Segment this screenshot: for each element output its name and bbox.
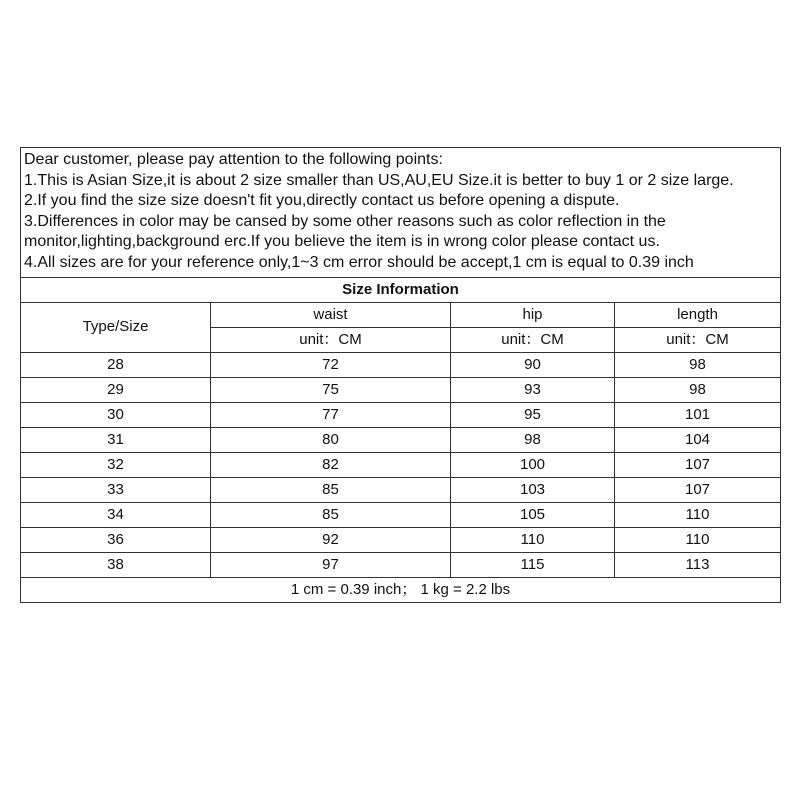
- waist-cell: 82: [211, 452, 451, 477]
- waist-cell: 72: [211, 352, 451, 377]
- waist-cell: 85: [211, 477, 451, 502]
- size-cell: 32: [21, 452, 211, 477]
- size-chart-table: [20, 147, 781, 603]
- table-row: [21, 502, 781, 527]
- table-row: [21, 402, 781, 427]
- notice-line-color: 3.Differences in color may be cansed by some other reasons such as color reflection in the: [24, 212, 666, 230]
- size-information-title: Size Information: [21, 277, 781, 302]
- length-cell: 107: [615, 477, 781, 502]
- customer-notice: [21, 148, 781, 278]
- hip-cell: 103: [451, 477, 615, 502]
- waist-cell: 75: [211, 377, 451, 402]
- notice-line-reference: 4.All sizes are for your reference only,1~3 cm error should be accept,1 cm is equal to 0.39 inch: [24, 253, 694, 271]
- unit-hip: unit：CM: [451, 327, 615, 352]
- column-header-waist: waist: [211, 302, 451, 327]
- unit-length: unit：CM: [615, 327, 781, 352]
- size-cell: 34: [21, 502, 211, 527]
- hip-cell: 90: [451, 352, 615, 377]
- size-cell: 33: [21, 477, 211, 502]
- size-cell: 36: [21, 527, 211, 552]
- hip-cell: 98: [451, 427, 615, 452]
- title-row: [21, 277, 781, 302]
- notice-line-contact: 2.If you find the size size doesn't fit you,directly contact us before opening a dispute.: [24, 192, 620, 210]
- hip-cell: 110: [451, 527, 615, 552]
- hip-cell: 95: [451, 402, 615, 427]
- hip-cell: 105: [451, 502, 615, 527]
- length-cell: 98: [615, 352, 781, 377]
- unit-waist: unit：CM: [211, 327, 451, 352]
- size-cell: 31: [21, 427, 211, 452]
- size-cell: 29: [21, 377, 211, 402]
- waist-cell: 97: [211, 552, 451, 577]
- header-row: [21, 302, 781, 327]
- table-row: [21, 352, 781, 377]
- notice-line-greeting: Dear customer, please pay attention to the following points:: [24, 151, 443, 168]
- size-cell: 30: [21, 402, 211, 427]
- table-row: [21, 527, 781, 552]
- table-row: [21, 377, 781, 402]
- waist-cell: 92: [211, 527, 451, 552]
- size-cell: 28: [21, 352, 211, 377]
- table-row: [21, 552, 781, 577]
- length-cell: 113: [615, 552, 781, 577]
- column-header-length: length: [615, 302, 781, 327]
- size-cell: 38: [21, 552, 211, 577]
- hip-cell: 100: [451, 452, 615, 477]
- notice-line-asian-size: 1.This is Asian Size,it is about 2 size smaller than US,AU,EU Size.it is better to buy 1 or 2 size large.: [24, 171, 734, 189]
- length-cell: 101: [615, 402, 781, 427]
- waist-cell: 77: [211, 402, 451, 427]
- waist-cell: 85: [211, 502, 451, 527]
- length-cell: 110: [615, 527, 781, 552]
- notice-line-color-cont: monitor,lighting,background erc.If you believe the item is in wrong color please contact us.: [24, 233, 660, 251]
- length-cell: 110: [615, 502, 781, 527]
- table-row: [21, 477, 781, 502]
- length-cell: 104: [615, 427, 781, 452]
- table-row: [21, 427, 781, 452]
- length-cell: 107: [615, 452, 781, 477]
- waist-cell: 80: [211, 427, 451, 452]
- hip-cell: 115: [451, 552, 615, 577]
- table-row: [21, 452, 781, 477]
- length-cell: 98: [615, 377, 781, 402]
- footer-row: [21, 577, 781, 602]
- type-size-header: Type/Size: [21, 302, 211, 352]
- column-header-hip: hip: [451, 302, 615, 327]
- notice-row: [21, 148, 781, 278]
- conversion-footnote: 1 cm = 0.39 inch； 1 kg = 2.2 lbs: [21, 577, 781, 602]
- hip-cell: 93: [451, 377, 615, 402]
